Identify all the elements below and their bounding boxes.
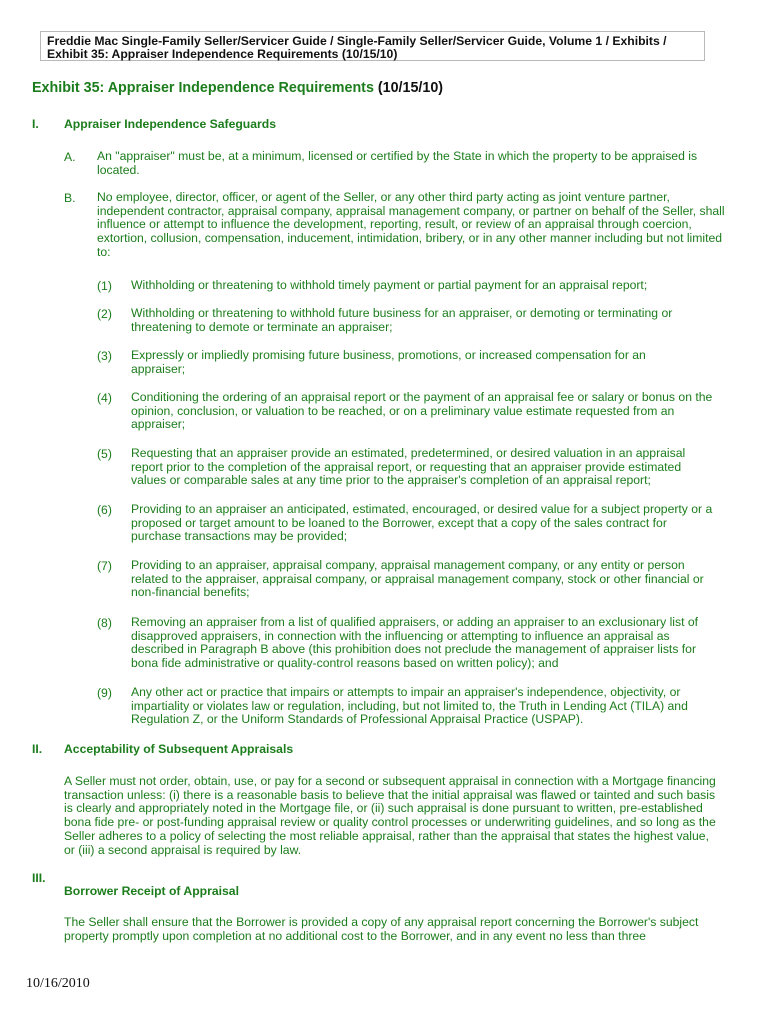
breadcrumb — [40, 31, 705, 61]
subitem-1-label: (1) — [97, 279, 112, 293]
section-1-number: I. — [32, 117, 39, 131]
item-b-label: B. — [64, 191, 76, 205]
subitem-7-label: (7) — [97, 559, 112, 573]
subitem-8-label: (8) — [97, 616, 112, 630]
subitem-6-text: Providing to an appraiser an anticipated, estimated, encouraged, or desired value for a subject property or a proposed or target amount to be loaned to the Borrower, except that a copy of the sales contract for purchase transactions may be provided; — [131, 502, 713, 544]
page-title-text: Exhibit 35: Appraiser Independence Requirements — [32, 80, 374, 96]
section-3-heading: Borrower Receipt of Appraisal — [64, 884, 239, 898]
subitem-5-label: (5) — [97, 447, 112, 461]
breadcrumb-line-2: Exhibit 35: Appraiser Independence Requirements (10/15/10) — [47, 47, 398, 61]
breadcrumb-line-1: Freddie Mac Single-Family Seller/Servicer Guide / Single-Family Seller/Servicer Guide, Volume 1 / Exhibits / — [47, 34, 667, 48]
section-2-number: II. — [32, 742, 43, 756]
item-a-label: A. — [64, 150, 76, 164]
subitem-3-text: Expressly or impliedly promising future business, promotions, or increased compensation for an appraiser; — [131, 348, 646, 376]
subitem-2-text: Withholding or threatening to withhold future business for an appraiser, or demoting or terminating or threatening to demote or terminate an appraiser; — [131, 306, 673, 334]
subitem-8-text: Removing an appraiser from a list of qualified appraisers, or adding an appraiser to an exclusionary list of disapproved appraisers, in connection with the influencing or attempting to influence an appraisal as described in Paragraph B above (this prohibition does not preclude the management of appraiser lists for bona fide administrative or quality-control reasons based on written policy); and — [131, 615, 699, 671]
subitem-4-text: Conditioning the ordering of an appraisal report or the payment of an appraisal fee or salary or bonus on the opinion, conclusion, or valuation to be reached, or on a preliminary value estimate requested from an appraiser; — [131, 390, 713, 432]
section-3-number: III. — [32, 871, 46, 885]
item-b-text: No employee, director, officer, or agent of the Seller, or any other third party acting as joint venture partner, independent contractor, appraisal company, appraisal management company, or partner on behalf of the Seller, shall influence or attempt to influence the development, reporting, result, or review of an appraisal through coercion, extortion, collusion, compensation, inducement, intimidation, bribery, or in any other manner including but not limited to: — [97, 190, 725, 259]
subitem-4-label: (4) — [97, 391, 112, 405]
page-title — [32, 80, 443, 96]
subitem-3-label: (3) — [97, 349, 112, 363]
section-3-body: The Seller shall ensure that the Borrower is provided a copy of any appraisal report concerning the Borrower's subject property promptly upon completion at no additional cost to the Borrower, and in any event no less than three — [64, 915, 699, 943]
section-1-heading: Appraiser Independence Safeguards — [64, 117, 276, 131]
section-2-body: A Seller must not order, obtain, use, or pay for a second or subsequent appraisal in connection with a Mortgage financing transaction unless: (i) there is a reasonable basis to believe that the initial appraisal was flawed or tainted and such basis is clearly and appropriately noted in the Mortgage file, or (ii) such appraisal is done pursuant to written, pre-established bona fide pre- or post-funding appraisal review or quality control processes or underwriting guidelines, and so long as the Seller adheres to a policy of selecting the most reliable appraisal, rather than the appraisal that states the highest value, or (iii) a second appraisal is required by law. — [64, 774, 716, 857]
subitem-6-label: (6) — [97, 503, 112, 517]
section-2-heading: Acceptability of Subsequent Appraisals — [64, 742, 294, 756]
subitem-9-label: (9) — [97, 686, 112, 700]
subitem-2-label: (2) — [97, 307, 112, 321]
subitem-5-text: Requesting that an appraiser provide an estimated, predetermined, or desired valuation in an appraisal report prior to the completion of the appraisal report, or requesting that an appraiser provide estimated values or comparable sales at any time prior to the appraiser's completion of an appraisal report; — [131, 446, 686, 488]
footer-date: 10/16/2010 — [26, 976, 90, 991]
page-title-date: (10/15/10) — [377, 80, 444, 96]
subitem-9-text: Any other act or practice that impairs or attempts to impair an appraiser's independence, objectivity, or impartiality or violates law or regulation, including, but not limited to, the Truth in Lending Act (TILA) and Regulation Z, or the Uniform Standards of Professional Appraisal Practice (USPAP). — [131, 685, 688, 727]
subitem-1-text: Withholding or threatening to withhold timely payment or partial payment for an appraisal report; — [131, 278, 648, 292]
subitem-7-text: Providing to an appraiser, appraisal company, appraisal management company, or any entity or person related to the appraiser, appraisal company, or appraisal management company, stock or other financial or non-financial benefits; — [131, 558, 704, 600]
item-a-text: An "appraiser" must be, at a minimum, licensed or certified by the State in which the property to be appraised is located. — [97, 149, 698, 177]
